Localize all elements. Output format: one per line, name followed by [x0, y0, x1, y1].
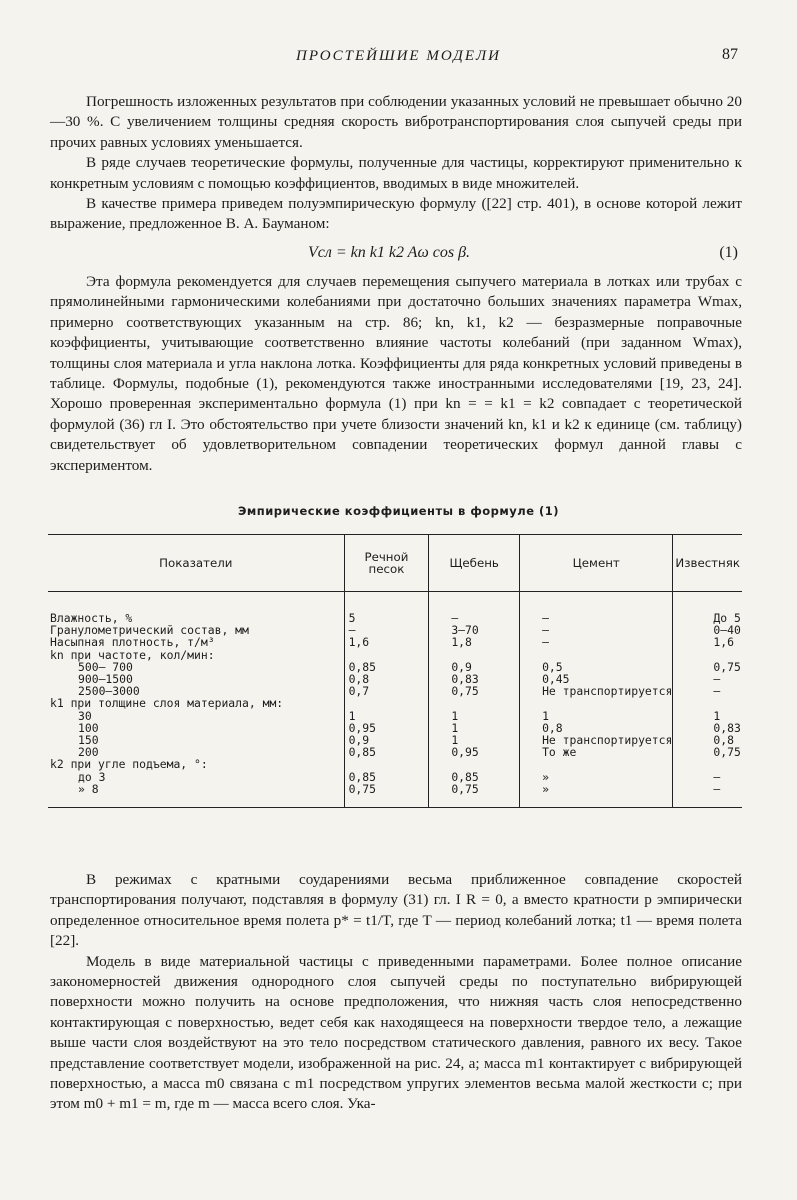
intro-text: [50, 92, 742, 235]
table-row: [48, 710, 742, 722]
table-cell: [520, 697, 673, 709]
table-cell: 1,6: [344, 636, 429, 648]
paragraph-error: Погрешность изложенных результатов при соблюдении указанных условий не превышает обычно 20—30 %. С увеличением толщины средняя скорость вибротранспортирования слоя сыпучей среды при прочих равных условиях уменьшается.: [50, 93, 742, 151]
table-cell: 0,75: [429, 783, 520, 808]
row-label: k1 при толщине слоя материала, мм:: [50, 696, 284, 711]
row-label: 100: [78, 720, 99, 735]
row-label: » 8: [48, 783, 344, 808]
table-cell: —: [344, 624, 429, 636]
table-cell: 0,85: [344, 746, 429, 758]
row-label: kn при частоте, кол/мин:: [50, 647, 215, 662]
table-cell: 1: [429, 734, 520, 746]
table-cell: 0,75: [429, 685, 520, 697]
row-label: k2 при угле подъема, °:: [50, 757, 208, 772]
table-row: [48, 783, 742, 808]
table-cell: —: [520, 636, 673, 648]
table-cell: [673, 649, 742, 661]
table-cell: —: [673, 771, 742, 783]
table-row: [48, 636, 742, 648]
table-cell: 1: [429, 710, 520, 722]
table-cell: 0—40: [673, 624, 742, 636]
table-cell: До 5: [673, 592, 742, 625]
table-cell: 0,85: [344, 661, 429, 673]
paragraph-formula-use: Эта формула рекомендуется для случаев перемещения сыпучего материала в лотках или трубах с прямолинейными гармоническими колебаниями при достаточно больших значениях параметра Wmax, примерно соответствующих указанным на стр. 86; kn, k1, k2 — безразмерные поправочные коэффициенты, учитывающие соответственно влияние частоты колебаний (при заданном Wmax), толщины слоя материала и угла наклона лотка. Коэффициенты для ряда конкретных условий приведены в таблице. Формулы, подобные (1), рекомендуются также иностранными исследователями [19, 23, 24]. Хорошо проверенная экспериментально формула (1) при kn = = k1 = k2 совпадает с теоретической формулой (36) гл I. Это обстоятельство при учете близости значений kn, k1 и k2 к единице (см. таблицу) свидетельствует об удовлетворительном совпадении теоретических формул данной главы с экспериментом.: [50, 273, 742, 474]
table-cell: [520, 758, 673, 770]
table-header-row: [48, 535, 742, 592]
table-cell: 0,7: [344, 685, 429, 697]
table-cell: 0,83: [429, 673, 520, 685]
col-header-limestone: Известняк: [673, 535, 742, 592]
table-cell: 0,9: [429, 661, 520, 673]
table-cell: 1: [673, 710, 742, 722]
table-row: [48, 697, 742, 709]
formula-number: (1): [719, 244, 738, 261]
table-cell: 0,9: [344, 734, 429, 746]
paragraph-example: В качестве примера приведем полуэмпирическую формулу ([22] стр. 401), в основе которой лежит выражение, предложенное В. А. Бауманом:: [50, 195, 742, 233]
table-cell: Не транспортируется: [520, 734, 673, 746]
row-label: Гранулометрический состав, мм: [50, 623, 249, 638]
table-cell: —: [520, 624, 673, 636]
table-cell: [429, 758, 520, 770]
col-header-indicator: Показатели: [48, 535, 344, 592]
table-cell: [344, 758, 429, 770]
table-cell: 0,95: [344, 722, 429, 734]
table-cell: 1: [344, 710, 429, 722]
table-cell: [673, 697, 742, 709]
table-title: Эмпирические коэффициенты в формуле (1): [237, 504, 560, 518]
table-cell: 0,95: [429, 746, 520, 758]
paragraph-impact-modes: В режимах с кратными соударениями весьма приближенное совпадение скоростей транспортирования получают, подставляя в формулу (31) гл. I R = 0, а вместо кратности p эмпирически определенное относительное время полета p* = t1/T, где T — период колебаний лотка; t1 — время полета [22].: [50, 871, 742, 950]
row-label: 900—1500: [78, 672, 133, 687]
table-cell: 1,8: [429, 636, 520, 648]
table-cell: —: [429, 592, 520, 625]
table-cell: 0,85: [344, 771, 429, 783]
table-cell: —: [520, 592, 673, 625]
table-row: [48, 592, 742, 625]
row-label: Насыпная плотность, т/м³: [50, 635, 215, 650]
col-header-sand: Речной песок: [344, 535, 429, 592]
row-label: 500— 700: [78, 659, 133, 674]
table-cell: 0,8: [520, 722, 673, 734]
table-cell: 3—70: [429, 624, 520, 636]
table-cell: 0,45: [520, 673, 673, 685]
row-label: 30: [78, 708, 92, 723]
table-cell: 0,8: [673, 734, 742, 746]
formula-1: [50, 244, 742, 268]
table-cell: 0,75: [673, 746, 742, 758]
coefficients-table: [48, 534, 742, 808]
table-body: [48, 592, 742, 808]
table-cell: 0,8: [344, 673, 429, 685]
table-cell: 0,83: [673, 722, 742, 734]
col-header-gravel: Щебень: [429, 535, 520, 592]
table-cell: —: [673, 685, 742, 697]
table-cell: —: [673, 673, 742, 685]
row-label: 150: [78, 733, 99, 748]
table-cell: [344, 649, 429, 661]
table-cell: —: [673, 783, 742, 808]
table-cell: [673, 758, 742, 770]
table-row: [48, 734, 742, 746]
table-row: [48, 649, 742, 661]
table-cell: 1: [520, 710, 673, 722]
table-cell: 0,75: [673, 661, 742, 673]
paragraph-correction: В ряде случаев теоретические формулы, полученные для частицы, корректируют применительно к конкретным условиям с помощью коэффициентов, вводимых в виде множителей.: [50, 154, 742, 192]
table-cell: [344, 697, 429, 709]
table-cell: 5: [344, 592, 429, 625]
row-label: 200: [78, 745, 99, 760]
table-cell: 1,6: [673, 636, 742, 648]
page-number: 87: [722, 46, 738, 63]
table-row: [48, 661, 742, 673]
table-cell: Не транспортируется: [520, 685, 673, 697]
table-cell: »: [520, 771, 673, 783]
paragraph-particle-model: Модель в виде материальной частицы с приведенными параметрами. Более полное описание закономерностей движения однородного слоя сыпучей среды по поступательно вибрирующей поверхности можно получить на основе предположения, что нижняя часть слоя непосредственно контактирующая с поверхностью, ведет себя как находящееся на поверхности твердое тело, а лежащие выше части слоя воздействуют на это тело посредством статического давления, равного их весу. Такое представление соответствует модели, изображенной на рис. 24, a; масса m1 контактирует с вибрирующей поверхностью, а масса m0 связана с m1 посредством упругих элементов весьма малой жесткости c; при этом m0 + m1 = m, где m — масса всего слоя. Ука-: [50, 952, 742, 1113]
closing-text: [50, 870, 742, 1115]
row-label: Влажность, %: [50, 611, 133, 625]
col-header-cement: Цемент: [520, 535, 673, 592]
table-cell: 0,5: [520, 661, 673, 673]
table-row: [48, 758, 742, 770]
row-label: до 3: [78, 769, 106, 784]
table-cell: 1: [429, 722, 520, 734]
table-cell: То же: [520, 746, 673, 758]
row-label: 2500—3000: [78, 684, 140, 699]
explanation-text: [50, 272, 742, 476]
table-cell: 0,75: [344, 783, 429, 808]
table-cell: [520, 649, 673, 661]
table-row: [48, 771, 742, 783]
table-cell: 0,85: [429, 771, 520, 783]
table-cell: [429, 697, 520, 709]
running-title: ПРОСТЕЙШИЕ МОДЕЛИ: [295, 48, 501, 64]
table-cell: [429, 649, 520, 661]
table-cell: »: [520, 783, 673, 808]
formula-expression: Vсл = kn k1 k2 Aω cos β.: [308, 244, 471, 261]
